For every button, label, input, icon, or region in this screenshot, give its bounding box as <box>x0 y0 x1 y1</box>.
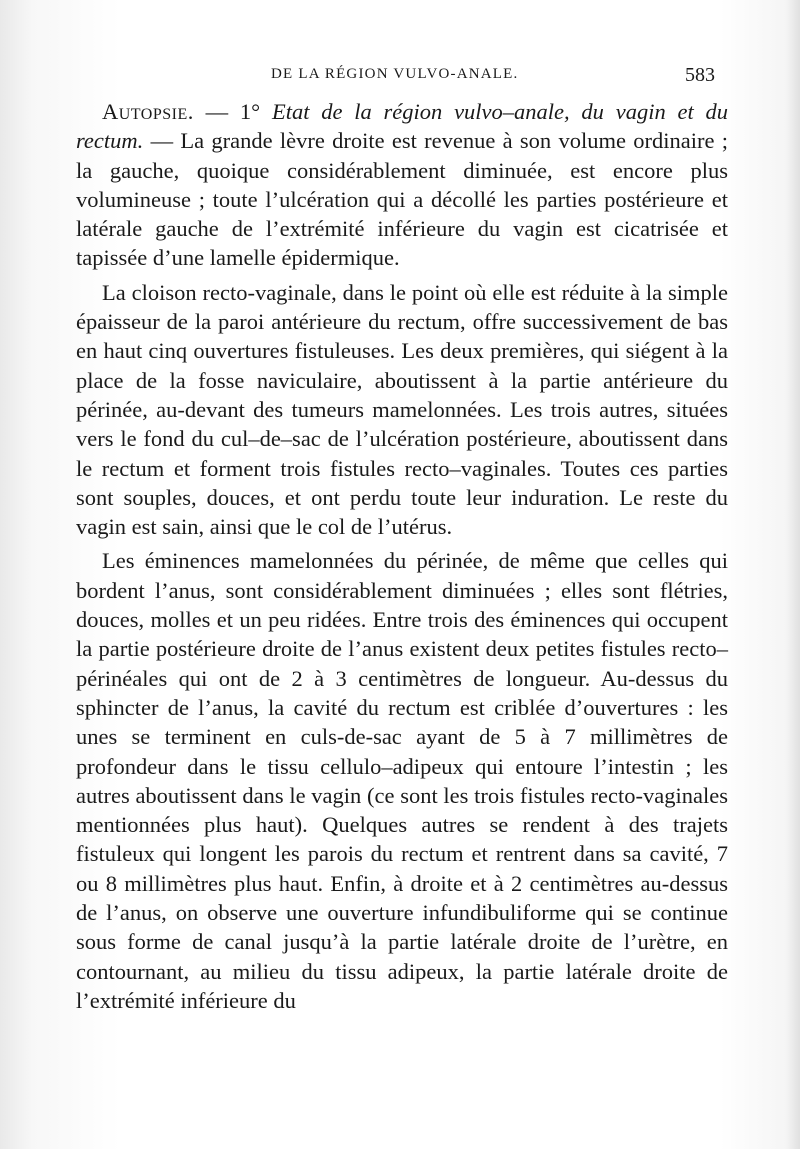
body-text <box>76 97 728 1015</box>
page-number: 583 <box>685 64 715 86</box>
page-header <box>0 64 800 92</box>
paragraph-cloison: La cloison recto-vaginale, dans le point où elle est réduite à la simple épaisseur de la paroi antérieure du rectum, offre successivement de bas en haut cinq ouvertures fistuleuses. Les deux premières, qui siégent à la place de la fosse naviculaire, aboutissent à la partie antérieure du périnée, au-devant des tumeurs mamelonnées. Les trois autres, situées vers le fond du cul–de–sac de l’ulcération postérieure, aboutissent dans le rectum et forment trois fistules recto–vaginales. Toutes ces parties sont souples, douces, et ont perdu toute leur induration. Le reste du vagin est sain, ainsi que le col de l’utérus. <box>76 279 728 540</box>
paragraph-autopsie <box>76 97 728 273</box>
section-lead: Autopsie. <box>102 99 194 124</box>
running-title: DE LA RÉGION VULVO-ANALE. <box>271 66 519 82</box>
paragraph-eminences: Les éminences mamelonnées du périnée, de même que celles qui bordent l’anus, sont considérablement diminuées ; elles sont flétries, douces, molles et un peu ridées. Entre trois des éminences qui occupent la partie postérieure droite de l’anus existent deux petites fistules recto–périnéales qui ont de 2 à 3 centimètres de longueur. Au-dessus du sphincter de l’anus, la cavité du rectum est criblée d’ouvertures : les unes se terminent en culs-de-sac ayant de 5 à 7 millimètres de profondeur dans le tissu cellulo–adipeux qui entoure l’intestin ; les autres aboutissent dans le vagin (ce sont les trois fistules recto-vaginales mentionnées plus haut). Quelques autres se rendent à des trajets fistuleux qui longent les parois du rectum et rentrent dans sa cavité, 7 ou 8 millimètres plus haut. Enfin, à droite et à 2 centimètres au-dessus de l’anus, on observe une ouverture infundibuliforme qui se continue sous forme de canal jusqu’à la partie latérale droite de l’urètre, en contournant, au milieu du tissu adipeux, la partie latérale droite de l’extrémité inférieure du <box>76 548 728 1013</box>
page-edge-shadow <box>786 0 800 1149</box>
section-number: — 1° <box>193 99 272 124</box>
paragraph-text: — La grande lèvre droite est revenue à son volume ordinaire ; la gauche, quoique considérablement diminuée, est encore plus volumineuse ; toute l’ulcération qui a décollé les parties postérieure et latérale gauche de l’extrémité inférieure du vagin est cicatrisée et tapissée d’une lamelle épidermique. <box>76 128 728 271</box>
section-heading: Etat de la région vulvo–anale, du vagin et du rectum. <box>76 99 728 154</box>
